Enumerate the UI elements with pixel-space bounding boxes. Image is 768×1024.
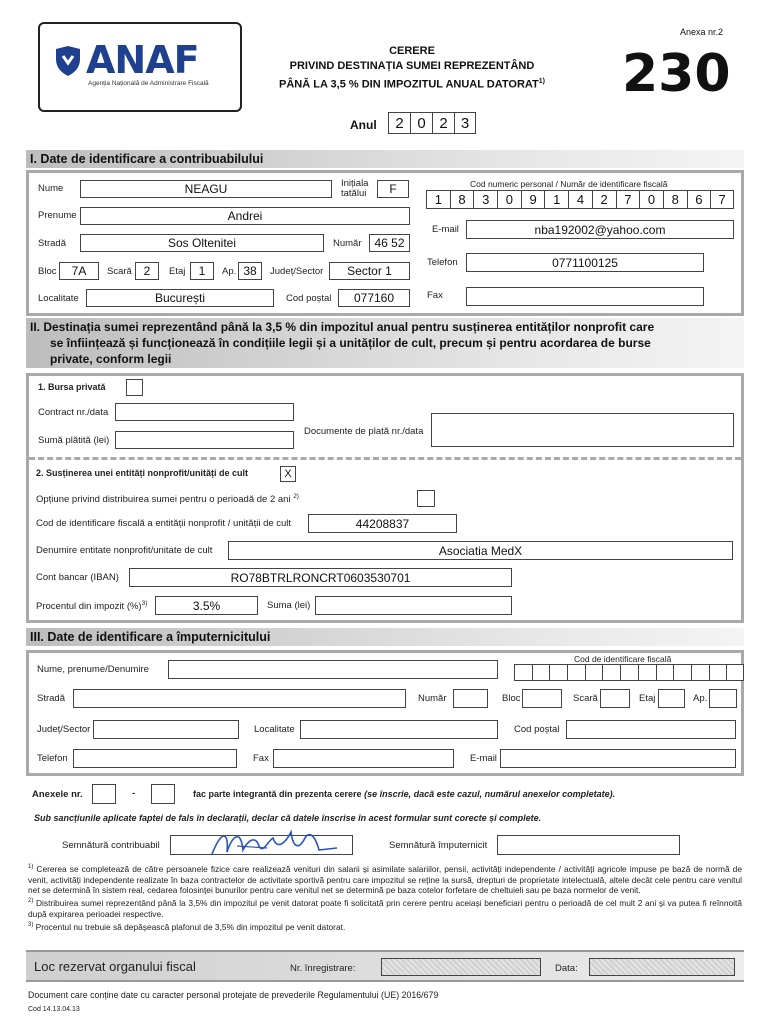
imp-nume-field[interactable] [168,660,498,679]
imp-cod-postal-label: Cod poștal [514,724,560,735]
imp-cif-digit[interactable] [549,664,567,681]
imp-cif-digit[interactable] [620,664,638,681]
cod-postal-label: Cod poștal [286,293,332,304]
nr-inregistrare-label: Nr. înregistrare: [290,963,356,974]
annex-label: Anexa nr.2 [680,27,724,37]
bursa-label: 1. Bursa privată [38,382,106,392]
imp-scara-field[interactable] [600,689,630,708]
imp-cif-digit[interactable] [673,664,691,681]
contract-label: Contract nr./data [38,407,109,418]
suma-platita-field[interactable] [115,431,294,449]
cnp-digit[interactable]: 7 [616,190,640,209]
shield-icon [54,46,82,76]
sustinere-checkbox[interactable]: X [280,466,296,482]
optiune-label: Opțiune privind distribuirea sumei pentru o perioadă de 2 ani $^{2)}$ [36,493,299,506]
email-field[interactable]: nba192002@yahoo.com [466,220,734,239]
cnp-digit[interactable]: 8 [450,190,474,209]
cif-entitate-field[interactable]: 44208837 [308,514,457,533]
title-line-1: CERERE [389,45,435,57]
imp-strada-label: Stradă [37,693,65,704]
gdpr-text: Document care conține date cu caracter personal protejate de prevederile Regulamentului (UE) 2016/679 [28,990,439,1000]
suma-field[interactable] [315,596,512,615]
title-line-2: PRIVIND DESTINAȚIA SUMEI REPREZENTÂND [289,60,535,72]
section3-title: III. Date de identificare a împuternicitului [26,628,744,646]
semnatura-imputernicit-label: Semnătură împuternicit [389,840,488,851]
procent-field[interactable]: 3.5% [155,596,258,615]
imp-scara-label: Scară [573,693,598,704]
ap-label: Ap. [222,266,237,277]
footnote-1: $^{1)}$ Cererea se completează de către persoanele fizice care realizează venituri din salarii și asimilate salariilor, pensii, activități independente / activități agricole impuse pe bază de normă de venit, activități independente realizate în baza contractelor de activitate sportivă pentru care impozitul se reține la sursă, drepturi de proprietate intelectuală, altele decât cele pentru care venitul net se determină în sistem real, cedarea folosinței bunurilor pentru care venitul net se determină pe baza cotelor forfetare de cheltuieli sau pe baza normelor de venit. [28,863,742,896]
localitate-label: Localitate [38,293,79,304]
imp-numar-label: Număr [418,693,447,704]
imp-bloc-field[interactable] [522,689,562,708]
imp-telefon-label: Telefon [37,753,68,764]
semnatura-contribuabil-label: Semnătură contribuabil [62,840,160,851]
year-digits[interactable] [388,112,476,134]
cnp-digit[interactable]: 2 [592,190,616,209]
cnp-digit[interactable]: 8 [663,190,687,209]
imp-cif-digit[interactable] [514,664,532,681]
section1-title: I. Date de identificare a contribuabilului [26,150,744,168]
section2-title: II. Destinația sumei reprezentând până la 3,5 % din impozitul anual pentru susținerea entităților nonprofit care se înființează și funcționează în condițiile legii și a unităților de cult, precum și pentru acordarea de burse private, conform legii [26,318,744,368]
imp-cif-digit[interactable] [602,664,620,681]
numar-field[interactable]: 46 52 [369,234,410,252]
cod-postal-field[interactable]: 077160 [338,289,410,307]
bloc-label: Bloc [38,266,57,277]
imp-ap-field[interactable] [709,689,737,708]
scara-label: Scară [107,266,132,277]
imp-email-field[interactable] [500,749,736,768]
iban-label: Cont bancar (IBAN) [36,572,119,583]
scara-field[interactable]: 2 [135,262,159,280]
nr-inregistrare-field [381,958,541,976]
cnp-label: Cod numeric personal / Număr de identificare fiscală [470,179,668,189]
ap-field[interactable]: 38 [238,262,262,280]
imp-localitate-field[interactable] [300,720,498,739]
anaf-logo-box [38,22,242,112]
imp-cif-digit[interactable] [726,664,744,681]
year-digit[interactable]: 3 [454,112,476,134]
year-digit[interactable]: 2 [388,112,410,134]
imp-etaj-label: Etaj [639,693,656,704]
imp-bloc-label: Bloc [502,693,521,704]
denumire-entitate-field[interactable]: Asociatia MedX [228,541,733,560]
form-code: Cod 14.13.04.13 [28,1006,80,1013]
semnatura-contribuabil-field[interactable] [170,835,353,855]
localitate-field[interactable]: București [86,289,274,307]
year-digit[interactable]: 0 [410,112,432,134]
procent-label: Procentul din impozit (%)$^{3)}$ [36,600,148,613]
imp-etaj-field[interactable] [658,689,685,708]
imp-fax-field[interactable] [273,749,454,768]
title-line-3: PÂNĂ LA 3,5 % DIN IMPOZITUL ANUAL DATORAT$^{1)}$ [279,78,545,91]
imp-cif-digit[interactable] [567,664,585,681]
suma-platita-label: Sumă plătită (lei) [38,435,110,446]
contract-field[interactable] [115,403,294,421]
iban-field[interactable]: RO78BTRLRONCRT0603530701 [129,568,512,587]
imp-judet-label: Județ/Sector [37,724,91,735]
documente-label: Documente de plată nr./data [304,426,424,437]
cnp-digit[interactable]: 3 [473,190,497,209]
imp-cif-digit[interactable] [656,664,674,681]
denumire-entitate-label: Denumire entitate nonprofit/unitate de cult [36,545,213,556]
bursa-checkbox[interactable] [126,379,143,396]
cnp-digit[interactable]: 1 [544,190,568,209]
imp-cif-label: Cod de identificare fiscală [574,654,672,664]
telefon-label: Telefon [427,257,458,268]
anexele-label: Anexele nr. [32,789,83,800]
year-label: Anul [350,118,377,132]
imp-nume-label: Nume, prenume/Denumire [37,664,149,675]
prenume-label: Prenume [38,210,77,221]
form-number: 230 [622,44,731,104]
cnp-digit[interactable]: 0 [497,190,521,209]
strada-label: Stradă [38,238,66,249]
imp-judet-field[interactable] [93,720,239,739]
initiala-label: Inițiala tatălui [341,178,369,199]
etaj-field[interactable]: 1 [190,262,214,280]
semnatura-imputernicit-field[interactable] [497,835,680,855]
anexele-text: fac parte integrantă din prezenta cerere (se înscrie, dacă este cazul, numărul anexelor completate). [193,789,616,799]
imp-cif-digit[interactable] [691,664,709,681]
data-label: Data: [555,963,578,974]
data-field [589,958,735,976]
numar-label: Număr [333,238,362,249]
optiune-checkbox[interactable] [417,490,435,507]
footnote-2: $^{2)}$ Distribuirea sumei reprezentând până la 3,5% din impozitul pe venit datorat poate fi solicitată prin cerere pentru aceiași beneficiari pentru o perioadă de cel mult 2 ani și va putea fi reînnoită după expirarea perioadei respective. [28,897,742,919]
fax-field[interactable] [466,287,704,306]
anexele-dash: - [132,788,136,799]
sustinere-label: 2. Susținerea unei entități nonprofit/unități de cult [36,468,249,478]
imp-telefon-field[interactable] [73,749,237,768]
imp-cif-digit[interactable] [585,664,603,681]
telefon-field[interactable]: 0771100125 [466,253,704,272]
section2-divider [29,457,741,460]
imp-fax-label: Fax [253,753,269,764]
cif-entitate-label: Cod de identificare fiscală a entității nonprofit / unității de cult [36,518,292,529]
cnp-digit[interactable]: 7 [710,190,734,209]
cnp-digit[interactable]: 6 [687,190,711,209]
cnp-digit[interactable]: 0 [639,190,663,209]
judet-field[interactable]: Sector 1 [329,262,410,280]
cnp-digit[interactable]: 4 [568,190,592,209]
strada-field[interactable]: Sos Oltenitei [80,234,324,252]
etaj-label: Etaj [169,266,186,277]
prenume-field[interactable]: Andrei [80,207,410,225]
imp-strada-field[interactable] [73,689,406,708]
imp-cif-digit[interactable] [709,664,727,681]
nume-label: Nume [38,183,64,194]
footnote-3: $^{3)}$ Procentul nu trebuie să depășească plafonul de 3,5% din impozitul pe venit datorat. [28,921,346,932]
footnotes [28,862,742,932]
initiala-field[interactable]: F [377,180,409,198]
anexele-to-field[interactable] [151,784,175,804]
imp-cod-postal-field[interactable] [566,720,736,739]
cnp-digit[interactable]: 9 [521,190,545,209]
imp-localitate-label: Localitate [254,724,295,735]
bloc-field[interactable]: 7A [59,262,99,280]
form-title [262,44,562,93]
imp-ap-label: Ap. [693,693,708,704]
logo-text: ANAF [86,38,199,82]
logo-subtext: Agenția Națională de Administrare Fiscală [88,80,209,87]
signature-icon [207,824,357,864]
fax-label: Fax [427,290,443,301]
imp-numar-field[interactable] [453,689,488,708]
suma-label: Suma (lei) [267,600,311,611]
sanctiuni-text: Sub sancțiunile aplicate faptei de fals în declarații, declar că datele înscrise în acest formular sunt corecte și complete. [34,813,542,823]
email-label: E-mail [432,224,459,235]
imp-cif-digit[interactable] [532,664,550,681]
year-digit[interactable]: 2 [432,112,454,134]
imp-cif-digits[interactable] [514,664,744,681]
anexele-from-field[interactable] [92,784,116,804]
cnp-digits[interactable] [426,190,734,209]
imp-email-label: E-mail [470,753,497,764]
cnp-digit[interactable]: 1 [426,190,450,209]
documente-field[interactable] [431,413,734,447]
nume-field[interactable]: NEAGU [80,180,332,198]
judet-label: Județ/Sector [270,266,324,277]
loc-rezervat-label: Loc rezervat organului fiscal [34,959,196,974]
imp-cif-digit[interactable] [638,664,656,681]
